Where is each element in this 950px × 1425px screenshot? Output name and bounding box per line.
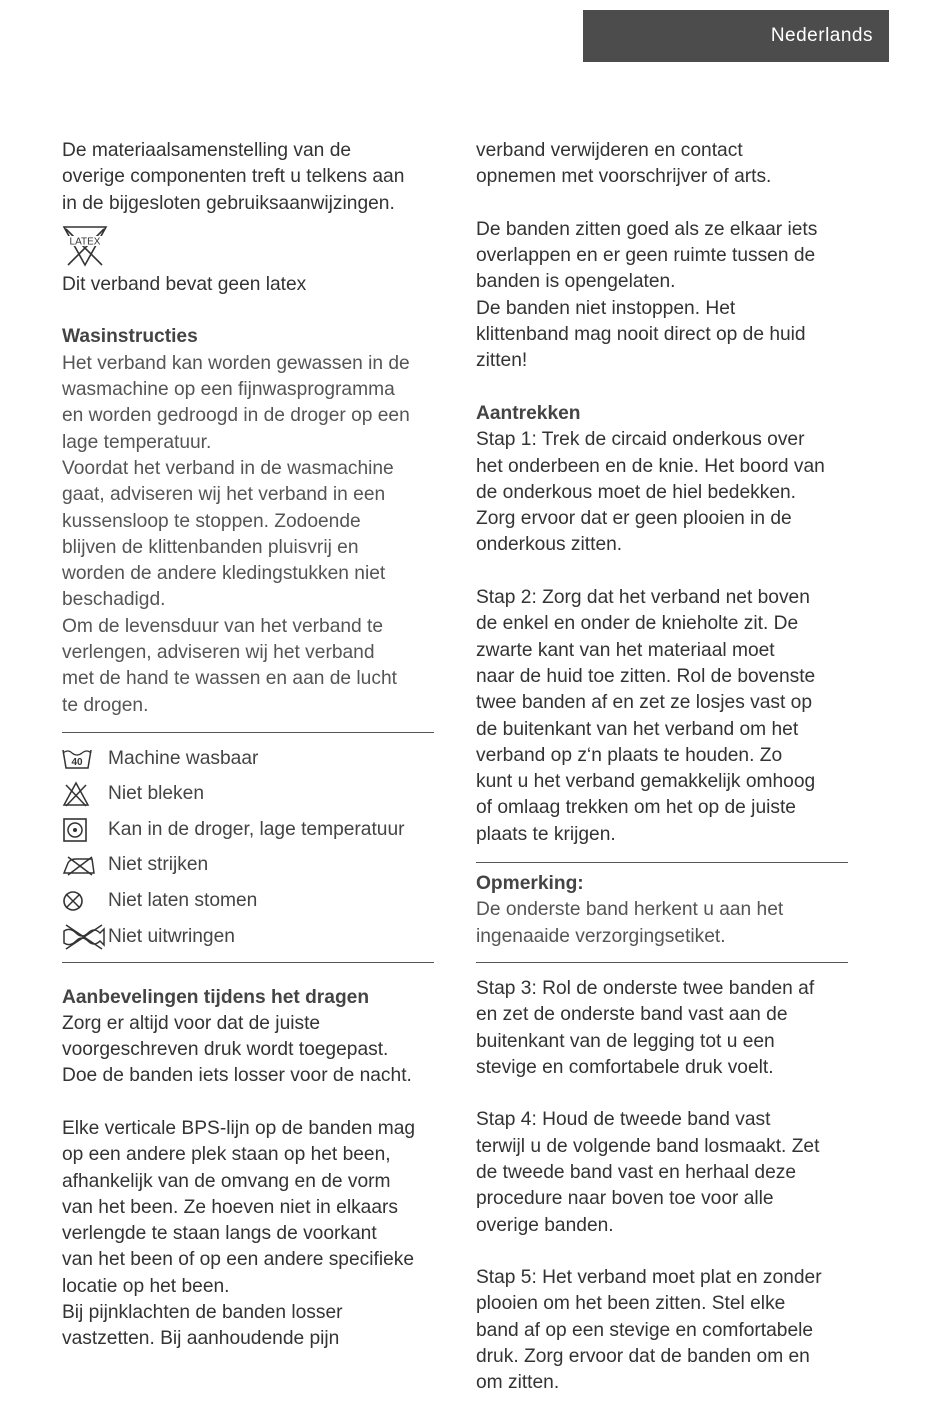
text-line: overige componenten treft u telkens aan <box>62 166 405 188</box>
text-line: Om de levensduur van het verband te <box>62 615 384 637</box>
text-line: Stap 2: Zorg dat het verband net boven <box>476 587 810 609</box>
text-line: De onderste band herkent u aan het <box>476 899 784 921</box>
text-line: twee banden af en zet ze losjes vast op <box>476 692 812 714</box>
care-label: Kan in de droger, lage temperatuur <box>108 818 405 840</box>
text-line: Elke verticale BPS-lijn op de banden mag <box>62 1117 416 1139</box>
text-line: van het been of op een andere specifieke <box>62 1249 415 1271</box>
no-steam-icon <box>62 886 108 916</box>
text-line: blijven de klittenbanden pluisvrij en <box>62 536 359 558</box>
text-line: de onderkous moet de hiel bedekken. <box>476 481 797 503</box>
care-label: Niet bleken <box>108 783 204 805</box>
text-line: kunt u het verband gemakkelijk omhoog <box>476 771 816 793</box>
text-line: De banden zitten goed als ze elkaar iets <box>476 218 818 240</box>
care-label: Machine wasbaar <box>108 747 259 769</box>
text-line: Stap 5: Het verband moet plat en zonder <box>476 1267 822 1289</box>
no-bleach-icon <box>62 779 108 809</box>
text-line: Zorg er altijd voor dat de juiste <box>62 1012 321 1034</box>
text-line: of omlaag trekken om het op de juiste <box>476 797 796 819</box>
continued-paragraph <box>476 138 848 191</box>
language-label: Nederlands <box>770 25 873 46</box>
text-line: het onderbeen en de knie. Het boord van <box>476 455 825 477</box>
text-line: banden is opengelaten. <box>476 271 676 293</box>
text-line: Het verband kan worden gewassen in de <box>62 352 410 374</box>
text-line: in de bijgesloten gebruiksaanwijzingen. <box>62 192 395 214</box>
text-line: naar de huid toe zitten. Rol de bovenste <box>476 665 816 687</box>
text-line: Zorg ervoor dat er geen plooien in de <box>476 508 792 530</box>
care-label: Niet strijken <box>108 854 209 876</box>
text-line: De materiaalsamenstelling van de <box>62 140 352 161</box>
text-line: verlengen, adviseren wij het verband <box>62 642 375 664</box>
text-line: De banden niet instoppen. Het <box>476 297 736 319</box>
text-line: verband op z‘n plaats te houden. Zo <box>476 744 783 766</box>
text-line: vastzetten. Bij aanhoudende pijn <box>62 1328 340 1350</box>
text-line: stevige en comfortabele druk voelt. <box>476 1056 774 1078</box>
text-line: verlengde te staan langs de voorkant <box>62 1223 377 1245</box>
wash-40-icon <box>62 744 108 774</box>
text-line: en zet de onderste band vast aan de <box>476 1004 788 1026</box>
text-line: de enkel en onder de knieholte zit. De <box>476 613 799 635</box>
wash-temp-badge: 40 <box>71 756 83 768</box>
text-line: gaat, adviseren wij het verband in een <box>62 484 386 506</box>
text-line: Stap 4: Houd de tweede band vast <box>476 1109 771 1131</box>
text-line: druk. Zorg ervoor dat de banden om en <box>476 1346 810 1368</box>
wear-paragraph-1 <box>62 1011 434 1090</box>
text-line: ingenaaide verzorgingsetiket. <box>476 925 726 947</box>
text-line: zwarte kant van het materiaal moet <box>476 639 775 661</box>
latex-note: Dit verband bevat geen latex <box>62 273 307 295</box>
language-tab <box>583 10 889 62</box>
wear-paragraph-2 <box>62 1116 434 1353</box>
left-column <box>62 138 434 1353</box>
text-line: wasmachine op een fijnwasprogramma <box>62 379 395 401</box>
text-line: plooien om het been zitten. Stel elke <box>476 1293 786 1315</box>
text-line: lage temperatuur. <box>62 431 212 453</box>
text-line: overige banden. <box>476 1214 614 1236</box>
note-heading: Opmerking: <box>476 873 584 895</box>
text-line: onderkous zitten. <box>476 534 623 556</box>
no-wring-icon <box>62 922 108 952</box>
step-2 <box>476 585 848 848</box>
text-line: Stap 1: Trek de circaid onderkous over <box>476 429 805 451</box>
text-line: klittenband mag nooit direct op de huid <box>476 324 806 346</box>
fit-paragraph <box>476 217 848 375</box>
note-box <box>476 863 848 962</box>
intro-paragraph <box>62 138 434 217</box>
step-5 <box>476 1265 848 1396</box>
text-line: opnemen met voorschrijver of arts. <box>476 166 772 188</box>
care-row-wring <box>62 919 434 955</box>
text-line: overlappen en er geen ruimte tussen de <box>476 245 816 267</box>
no-latex-icon <box>62 225 108 267</box>
text-line: worden de andere kledingstukken niet <box>62 563 386 585</box>
no-iron-icon <box>62 851 108 881</box>
wear-heading: Aanbevelingen tijdens het dragen <box>62 986 370 1008</box>
text-line: om zitten. <box>476 1372 560 1394</box>
text-line: band af op een stevige en comfortabele <box>476 1319 814 1341</box>
text-line: beschadigd. <box>62 589 166 611</box>
text-line: van het been. Ze hoeven niet in elkaars <box>62 1196 399 1218</box>
text-line: de tweede band vast en herhaal deze <box>476 1161 797 1183</box>
text-line: met de hand te wassen en aan de lucht <box>62 668 397 690</box>
care-row-bleach <box>62 777 434 813</box>
step-4 <box>476 1107 848 1238</box>
text-line: Bij pijnklachten de banden losser <box>62 1302 343 1324</box>
latex-icon-text: LATEX <box>69 236 101 248</box>
text-line: Doe de banden iets losser voor de nacht. <box>62 1065 412 1087</box>
text-line: kussensloop te stoppen. Zodoende <box>62 510 361 532</box>
text-line: zitten! <box>476 350 528 372</box>
wash-heading: Wasinstructies <box>62 326 198 348</box>
care-row-dryer <box>62 812 434 848</box>
text-line: voorgeschreven druk wordt toegepast. <box>62 1039 389 1061</box>
care-row-iron <box>62 848 434 884</box>
text-line: plaats te krijgen. <box>476 823 616 845</box>
text-line: de buitenkant van het verband om het <box>476 718 799 740</box>
text-line: te drogen. <box>62 694 149 716</box>
care-label: Niet laten stomen <box>108 889 258 911</box>
text-line: en worden gedroogd in de droger op een <box>62 405 410 427</box>
text-line: verband verwijderen en contact <box>476 140 743 161</box>
text-line: procedure naar boven toe voor alle <box>476 1188 774 1210</box>
step-3 <box>476 976 848 1081</box>
text-line: afhankelijk van de omvang en de vorm <box>62 1170 391 1192</box>
text-line: Voordat het verband in de wasmachine <box>62 457 394 479</box>
care-row-wash <box>62 741 434 777</box>
tumble-dry-low-icon <box>62 815 108 845</box>
text-line: locatie op het been. <box>62 1275 230 1297</box>
wash-paragraph <box>62 351 434 719</box>
care-symbols-list <box>62 733 434 962</box>
care-row-steam <box>62 883 434 919</box>
care-label: Niet uitwringen <box>108 925 235 947</box>
don-heading: Aantrekken <box>476 402 581 424</box>
text-line: buitenkant van de legging tot u een <box>476 1030 775 1052</box>
right-column <box>476 138 848 1397</box>
text-line: op een andere plek staan op het been, <box>62 1144 391 1166</box>
step-1 <box>476 427 848 558</box>
text-line: terwijl u de volgende band losmaakt. Zet <box>476 1135 820 1157</box>
text-line: Stap 3: Rol de onderste twee banden af <box>476 977 815 999</box>
